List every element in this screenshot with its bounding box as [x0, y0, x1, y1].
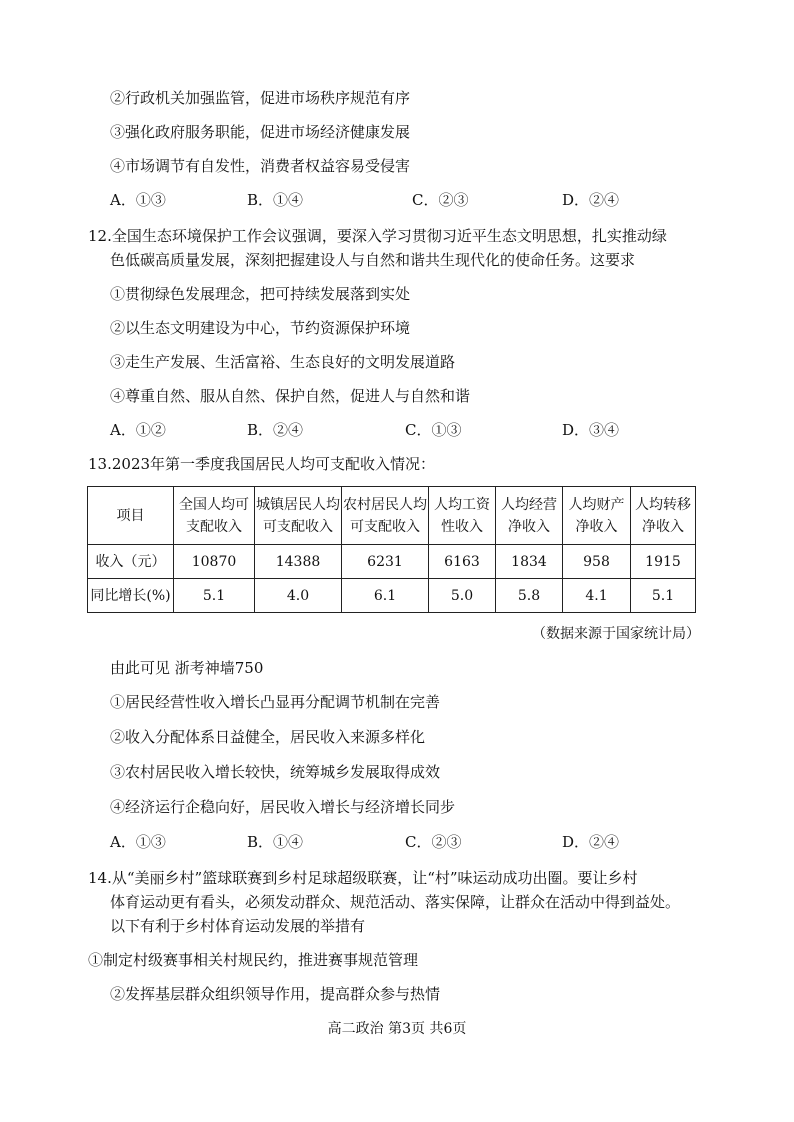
q12-item-4: ④尊重自然、服从自然、保护自然，促进人与自然和谐 [110, 387, 471, 405]
table-header-cell: 人均工资 性收入 [429, 487, 496, 545]
table-cell: 6163 [429, 545, 496, 579]
table-cell: 5.1 [174, 579, 255, 613]
income-table [87, 486, 696, 613]
table-cell: 5.0 [429, 579, 496, 613]
table-header-cell: 农村居民人均 可支配收入 [342, 487, 429, 545]
q11-option-b: B．①④ [247, 191, 304, 209]
table-cell: 4.1 [563, 579, 631, 613]
table-cell: 6.1 [342, 579, 429, 613]
q14-item-2: ②发挥基层群众组织领导作用，提高群众参与热情 [110, 985, 441, 1003]
q13-option-a: A．①③ [110, 833, 166, 851]
table-row-growth [88, 579, 696, 613]
q14-item-1: ①制定村级赛事相关村规民约，推进赛事规范管理 [88, 951, 419, 969]
q14-stem-line3: 以下有利于乡村体育运动发展的举措有 [110, 917, 366, 935]
table-header-cell: 人均转移 净收入 [631, 487, 696, 545]
q13-lead: 由此可见 浙考神墙750 [110, 659, 264, 677]
table-cell: 5.8 [496, 579, 563, 613]
table-header-cell: 全国人均可 支配收入 [174, 487, 255, 545]
q13-item-4: ④经济运行企稳向好，居民收入增长与经济增长同步 [110, 798, 456, 816]
q12-option-d: D．③④ [562, 421, 620, 439]
q11-item-4: ④市场调节有自发性，消费者权益容易受侵害 [110, 157, 411, 175]
q12-option-b: B．②④ [247, 421, 304, 439]
q12-item-2: ②以生态文明建设为中心，节约资源保护环境 [110, 319, 411, 337]
q12-stem-line2: 色低碳高质量发展，深刻把握建设人与自然和谐共生现代化的使命任务。这要求 [110, 251, 636, 269]
q11-option-a: A．①③ [110, 191, 166, 209]
q11-item-3: ③强化政府服务职能，促进市场经济健康发展 [110, 123, 411, 141]
page-footer: 高二政治 第3页 共6页 [327, 1021, 467, 1037]
q13-option-d: D．②④ [562, 833, 620, 851]
data-source-note: （数据来源于国家统计局） [532, 626, 700, 642]
q11-option-d: D．②④ [562, 191, 620, 209]
table-cell: 收入（元） [88, 545, 174, 579]
table-cell: 6231 [342, 545, 429, 579]
q11-option-c: C．②③ [412, 191, 469, 209]
q11-item-2: ②行政机关加强监管，促进市场秩序规范有序 [110, 89, 411, 107]
q13-option-b: B．①④ [247, 833, 304, 851]
q14-stem-line1: 14.从“美丽乡村”篮球联赛到乡村足球超级联赛，让“村”味运动成功出圈。要让乡村 [88, 869, 638, 887]
q12-option-c: C．①③ [405, 421, 462, 439]
q13-item-2: ②收入分配体系日益健全，居民收入来源多样化 [110, 728, 426, 746]
table-cell: 同比增长(%) [88, 579, 174, 613]
q12-item-1: ①贯彻绿色发展理念，把可持续发展落到实处 [110, 285, 411, 303]
table-row-income [88, 545, 696, 579]
table-cell: 10870 [174, 545, 255, 579]
q13-stem: 13.2023年第一季度我国居民人均可支配收入情况： [88, 455, 436, 473]
q13-item-1: ①居民经营性收入增长凸显再分配调节机制在完善 [110, 693, 441, 711]
table-cell: 958 [563, 545, 631, 579]
table-cell: 14388 [255, 545, 342, 579]
table-header-row [88, 487, 696, 545]
table-header-cell: 城镇居民人均 可支配收入 [255, 487, 342, 545]
table-cell: 5.1 [631, 579, 696, 613]
q12-item-3: ③走生产发展、生活富裕、生态良好的文明发展道路 [110, 353, 456, 371]
table-cell: 4.0 [255, 579, 342, 613]
table-header-cell: 项目 [88, 487, 174, 545]
q14-stem-line2: 体育运动更有看头，必须发动群众、规范活动、落实保障，让群众在活动中得到益处。 [110, 893, 681, 911]
table-header-cell: 人均财产 净收入 [563, 487, 631, 545]
q12-stem-line1: 12.全国生态环境保护工作会议强调，要深入学习贯彻习近平生态文明思想，扎实推动绿 [88, 227, 667, 245]
q13-option-c: C．②③ [405, 833, 462, 851]
q12-option-a: A．①② [110, 421, 166, 439]
table-cell: 1834 [496, 545, 563, 579]
q13-item-3: ③农村居民收入增长较快，统筹城乡发展取得成效 [110, 763, 441, 781]
table-header-cell: 人均经营 净收入 [496, 487, 563, 545]
table-cell: 1915 [631, 545, 696, 579]
